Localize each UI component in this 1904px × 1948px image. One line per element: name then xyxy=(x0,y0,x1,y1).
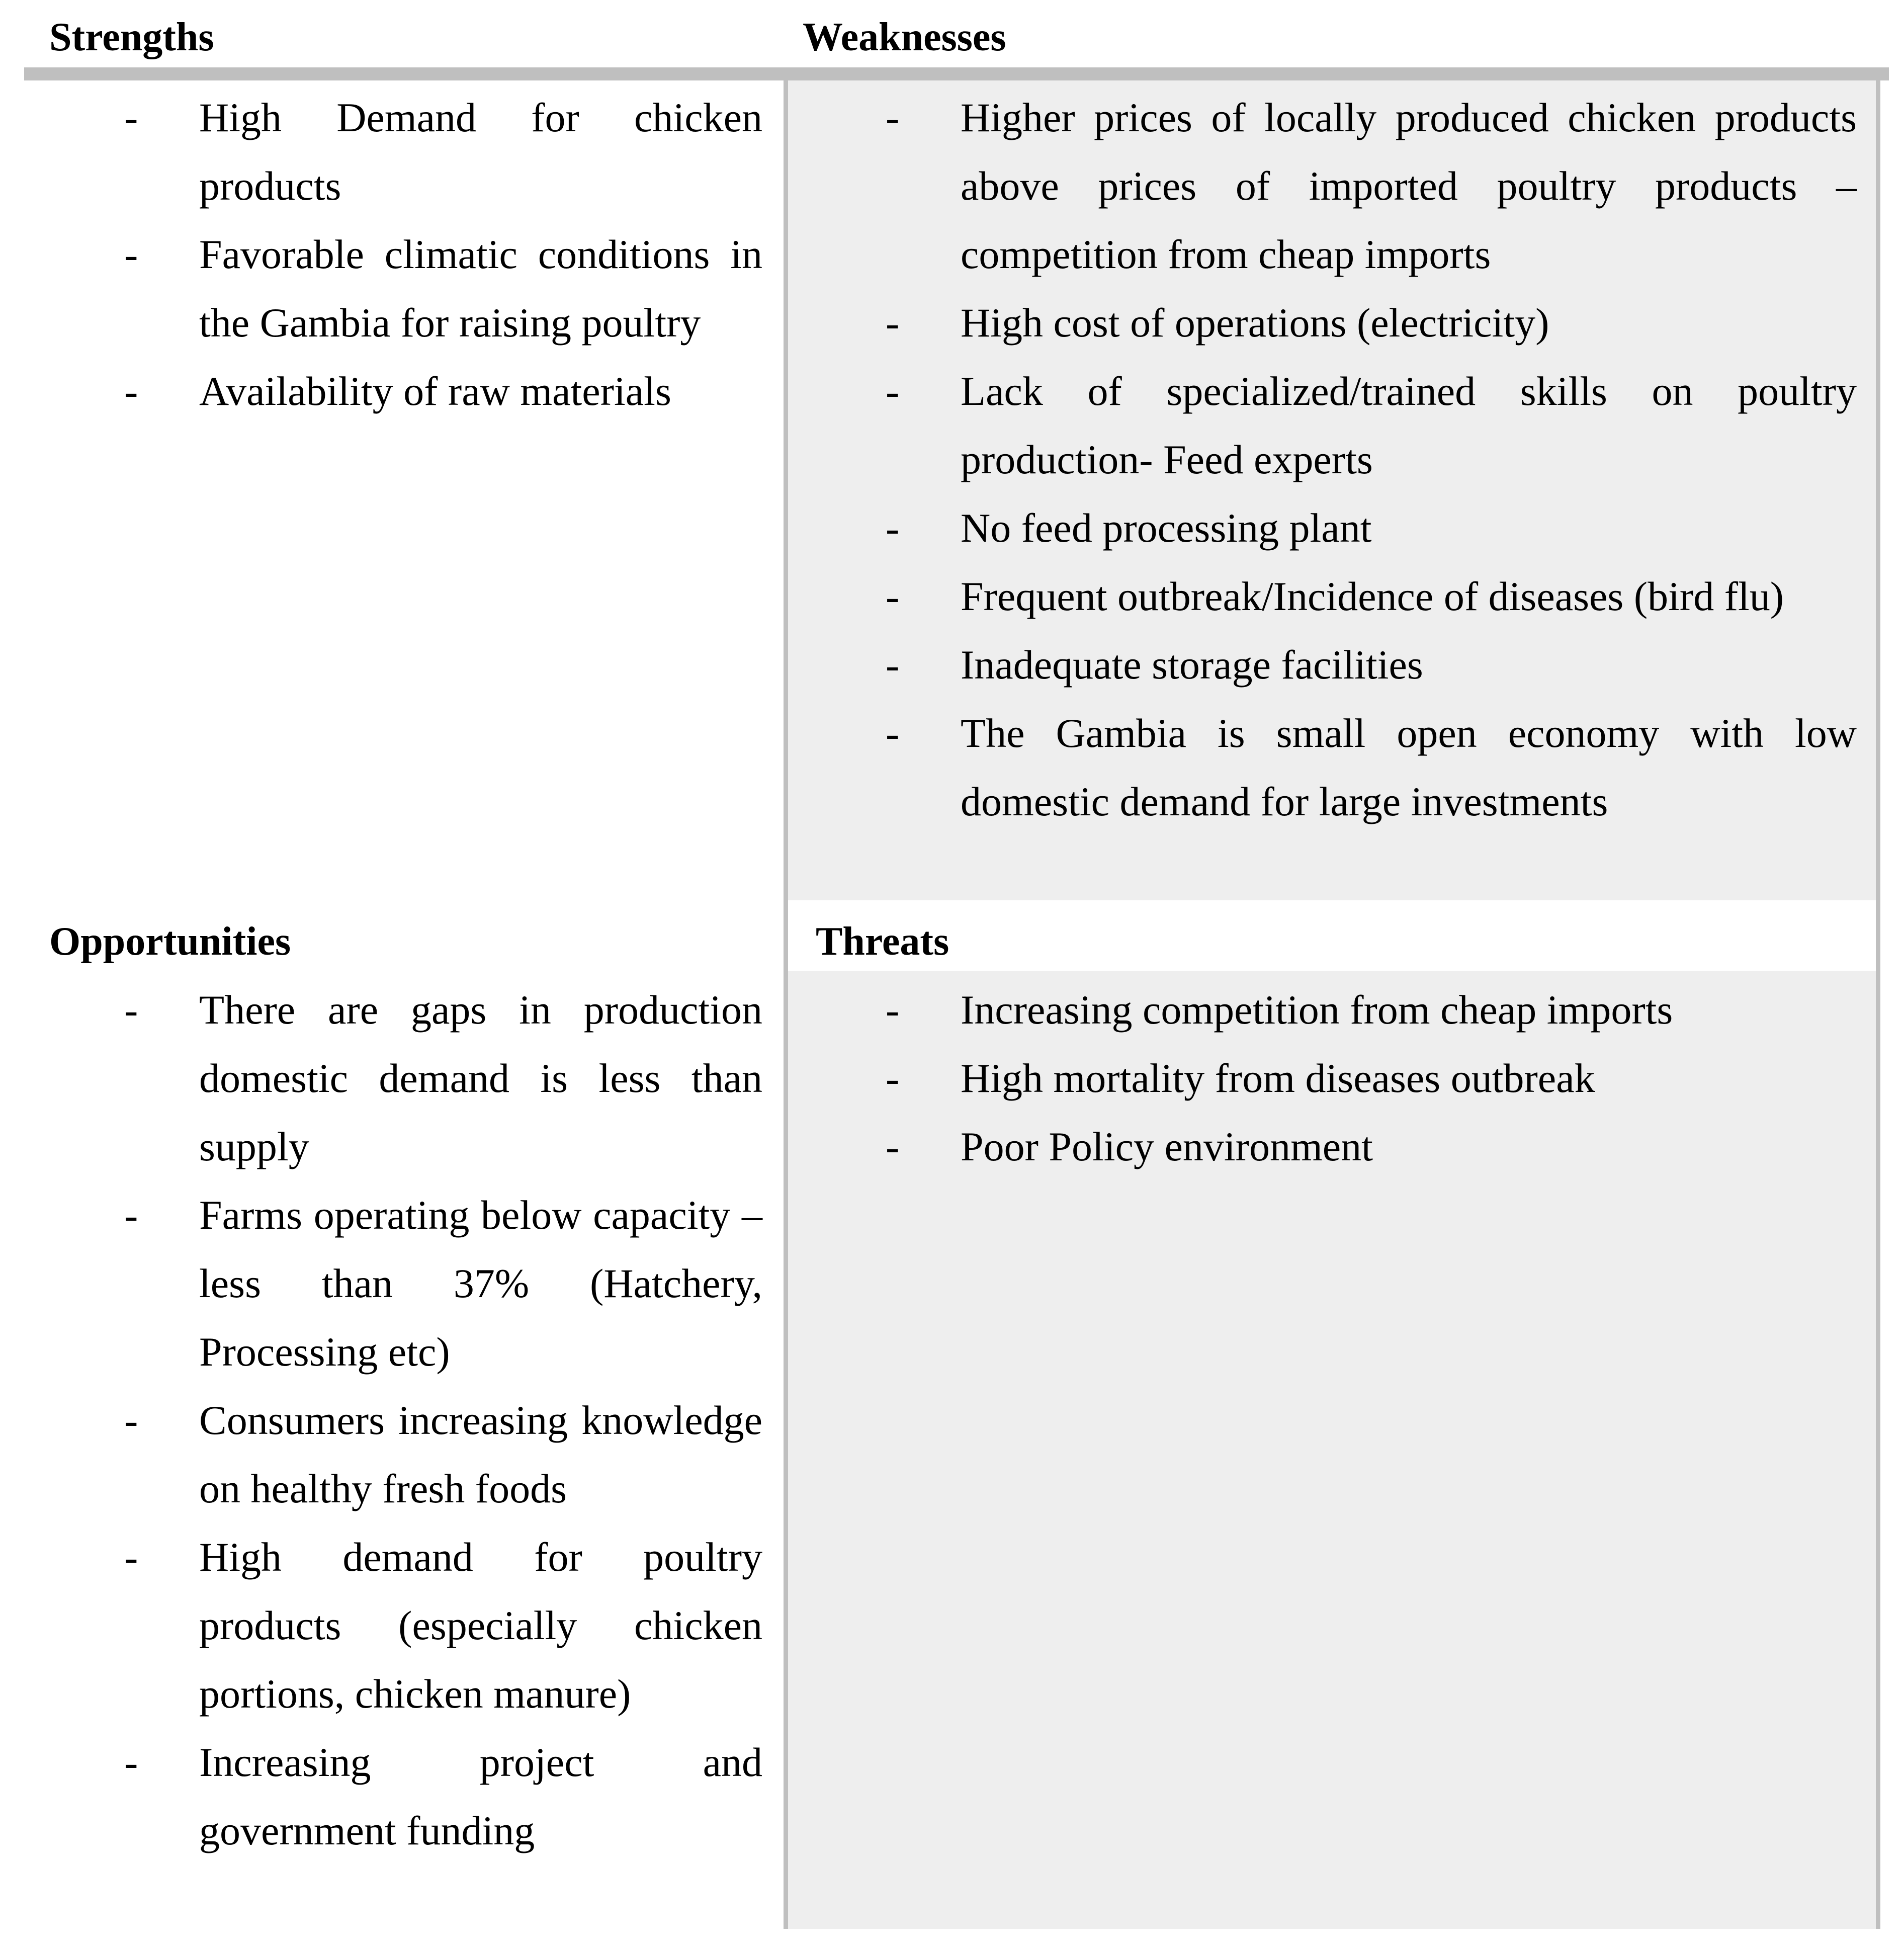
bullet-dash: - xyxy=(886,368,900,414)
list-item-text: There are gaps in production domestic demand is less than supply xyxy=(199,987,762,1169)
bullet-dash: - xyxy=(124,1397,138,1443)
column-divider xyxy=(784,80,788,1929)
bullet-dash: - xyxy=(124,1192,138,1238)
bullet-dash: - xyxy=(886,1055,900,1101)
list-item-text: Increasing project and government funding xyxy=(199,1739,762,1853)
list-item xyxy=(886,83,1857,289)
bullet-dash: - xyxy=(886,573,900,619)
list-item-text: Farms operating below capacity – less than 37% (Hatchery, Processing etc) xyxy=(199,1192,762,1375)
list-item-text: Lack of specialized/trained skills on poultry production- Feed experts xyxy=(961,368,1857,482)
threats-list xyxy=(886,976,1857,1181)
list-item xyxy=(124,976,762,1181)
list-item-text: High mortality from diseases outbreak xyxy=(961,1055,1595,1101)
list-item xyxy=(124,1181,762,1386)
bullet-dash: - xyxy=(124,1739,138,1785)
list-item-text: Increasing competition from cheap imports xyxy=(961,987,1673,1033)
list-item xyxy=(886,289,1857,357)
list-item xyxy=(886,699,1857,836)
strengths-list xyxy=(124,83,762,426)
list-item xyxy=(886,1113,1857,1181)
threats-heading: Threats xyxy=(816,919,949,964)
bullet-dash: - xyxy=(886,987,900,1033)
bullet-dash: - xyxy=(124,95,138,140)
list-item-text: Inadequate storage facilities xyxy=(961,642,1423,688)
list-item-text: High Demand for chicken products xyxy=(199,95,762,209)
list-item xyxy=(124,357,762,426)
list-item xyxy=(124,1728,762,1865)
list-item xyxy=(886,1044,1857,1113)
opportunities-heading: Opportunities xyxy=(49,919,291,964)
bullet-dash: - xyxy=(886,505,900,551)
list-item-text: Higher prices of locally produced chicken products above prices of imported poultry products – competition from cheap imports xyxy=(961,95,1857,277)
list-item-text: No feed processing plant xyxy=(961,505,1372,551)
list-item xyxy=(124,83,762,220)
list-item-text: Availability of raw materials xyxy=(199,368,671,414)
bullet-dash: - xyxy=(886,95,900,140)
bullet-dash: - xyxy=(886,642,900,688)
bullet-dash: - xyxy=(124,231,138,277)
weaknesses-heading: Weaknesses xyxy=(803,15,1006,59)
list-item-text: Consumers increasing knowledge on healthy fresh foods xyxy=(199,1397,762,1511)
bullet-dash: - xyxy=(124,1534,138,1580)
bullet-dash: - xyxy=(886,300,900,346)
list-item xyxy=(886,494,1857,562)
header-rule xyxy=(24,67,1889,80)
right-border xyxy=(1876,80,1880,1929)
list-item xyxy=(886,631,1857,699)
list-item-text: Frequent outbreak/Incidence of diseases (bird flu) xyxy=(961,573,1784,619)
list-item xyxy=(886,562,1857,631)
list-item-text: High demand for poultry products (especially chicken portions, chicken manure) xyxy=(199,1534,762,1717)
bullet-dash: - xyxy=(886,1124,900,1169)
list-item-text: The Gambia is small open economy with low domestic demand for large investments xyxy=(961,710,1857,824)
bullet-dash: - xyxy=(124,368,138,414)
list-item xyxy=(124,220,762,357)
list-item-text: Poor Policy environment xyxy=(961,1124,1373,1169)
bullet-dash: - xyxy=(886,710,900,756)
strengths-heading: Strengths xyxy=(49,15,214,59)
bullet-dash: - xyxy=(124,987,138,1033)
list-item xyxy=(124,1386,762,1523)
list-item-text: Favorable climatic conditions in the Gambia for raising poultry xyxy=(199,231,762,346)
list-item xyxy=(886,976,1857,1044)
weaknesses-list xyxy=(886,83,1857,836)
list-item-text: High cost of operations (electricity) xyxy=(961,300,1549,346)
opportunities-list xyxy=(124,976,762,1865)
list-item xyxy=(124,1523,762,1728)
list-item xyxy=(886,357,1857,494)
